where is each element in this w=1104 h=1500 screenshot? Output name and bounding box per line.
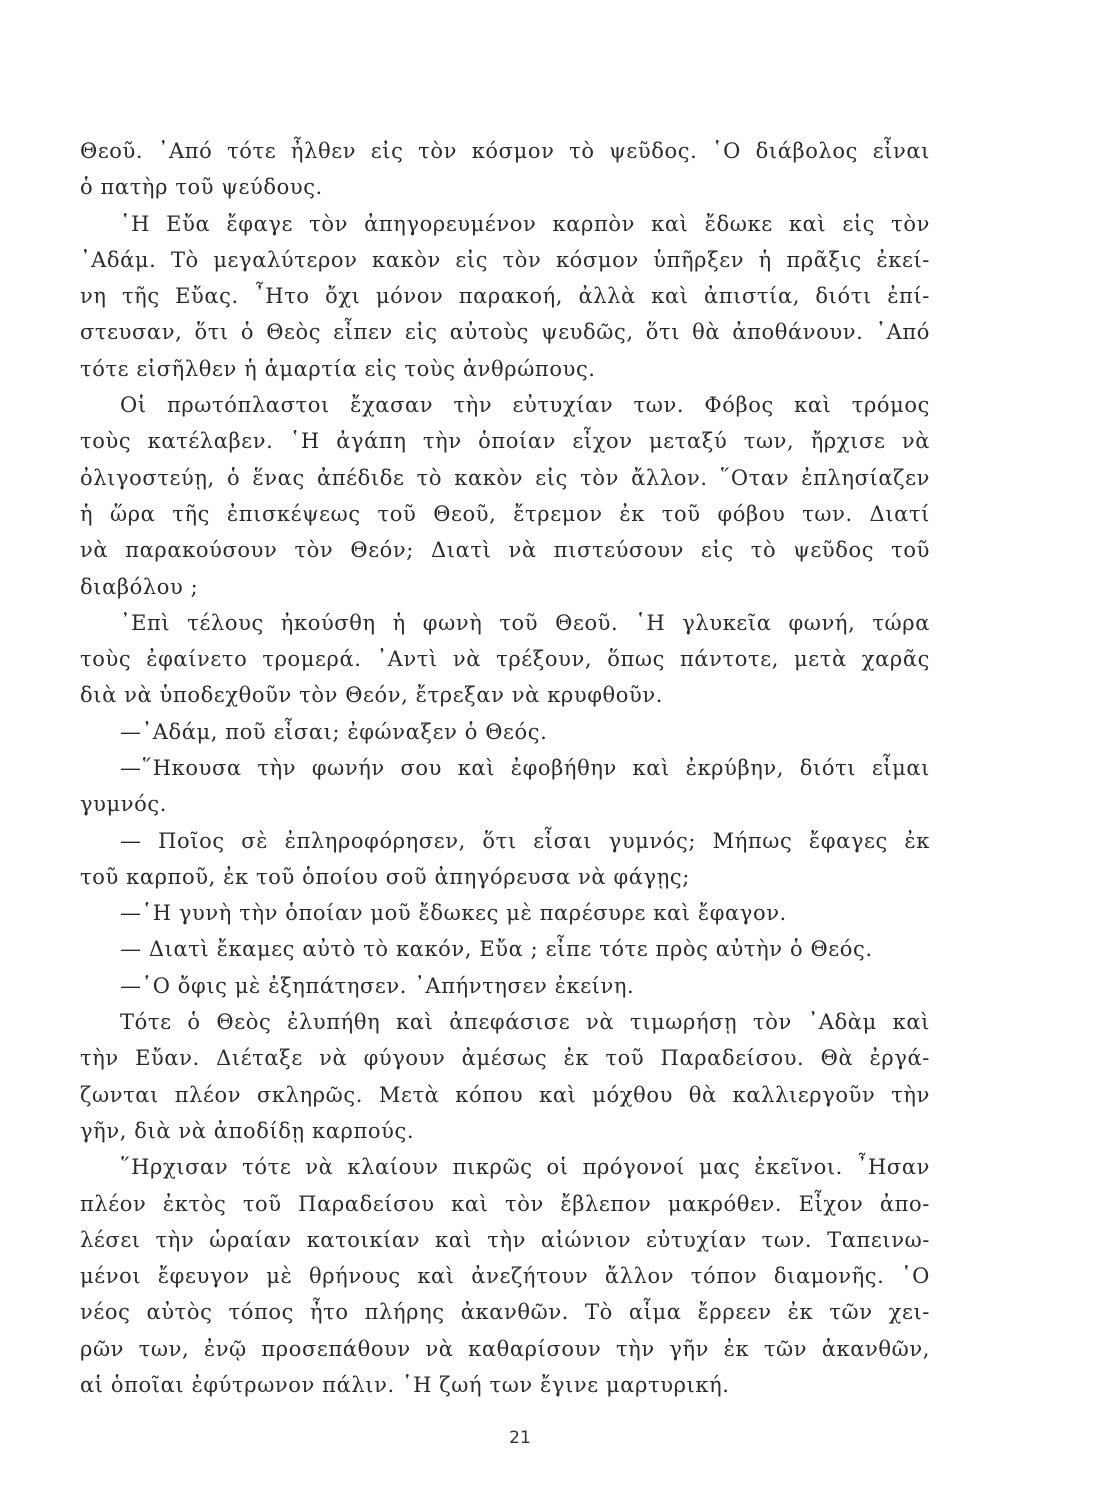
text-line: Θεοῦ. ᾿Από τότε ἦλθεν εἰς τὸν κόσμον τὸ ψεῦδος. ῾Ο διάβολος εἶναι <box>80 139 930 163</box>
text-line: τοὺς ἐφαίνετο τρομερά. ᾿Αντὶ νὰ τρέξουν, ὅπως πάντοτε, μετὰ χαρᾶς <box>80 647 930 671</box>
text-line: διαβόλου ; <box>80 575 199 599</box>
text-line: —῞Ηκουσα τὴν φωνήν σου καὶ ἐφοβήθην καὶ ἐκρύβην, διότι εἶμαι <box>120 756 930 780</box>
text-line: νὰ παρακούσουν τὸν Θεόν; Διατὶ νὰ πιστεύσουν εἰς τὸ ψεῦδος τοῦ <box>80 538 930 562</box>
text-line: ὁ πατὴρ τοῦ ψεύδους. <box>80 175 323 199</box>
text-line: ῾Η Εὔα ἔφαγε τὸν ἀπηγορευμένον καρπὸν καὶ ἔδωκε καὶ εἰς τὸν <box>120 212 930 236</box>
text-line: τὴν Εὔαν. Διέταξε νὰ φύγουν ἀμέσως ἐκ τοῦ Παραδείσου. Θὰ ἐργά- <box>80 1046 930 1070</box>
page-number: 21 <box>509 1428 531 1448</box>
text-line: γῆν, διὰ νὰ ἀποδίδῃ καρπούς. <box>80 1119 415 1143</box>
text-line: ἡ ὥρα τῆς ἐπισκέψεως τοῦ Θεοῦ, ἔτρεμον ἐκ τοῦ φόβου των. Διατί <box>80 502 930 526</box>
text-line: τότε εἰσῆλθεν ἡ ἁμαρτία εἰς τοὺς ἀνθρώπους. <box>80 357 596 381</box>
text-line: αἱ ὁποῖαι ἐφύτρωνον πάλιν. ῾Η ζωή των ἔγινε μαρτυρική. <box>80 1373 730 1397</box>
text-line: γυμνός. <box>80 792 168 816</box>
text-line: πλέον ἐκτὸς τοῦ Παραδείσου καὶ τὸν ἔβλεπον μακρόθεν. Εἶχον ἀπο- <box>80 1192 930 1216</box>
text-line: τοὺς κατέλαβεν. ῾Η ἀγάπη τὴν ὁποίαν εἶχον μεταξύ των, ἤρχισε νὰ <box>80 429 930 453</box>
text-line: ῞Ηρχισαν τότε νὰ κλαίουν πικρῶς οἱ πρόγονοί μας ἐκεῖνοι. ῏Ησαν <box>120 1155 930 1179</box>
text-line: —῾Η γυνὴ τὴν ὁποίαν μοῦ ἔδωκες μὲ παρέσυρε καὶ ἔφαγον. <box>120 901 787 925</box>
text-line: ὀλιγοστεύῃ, ὁ ἕνας ἀπέδιδε τὸ κακὸν εἰς τὸν ἄλλον. ῞Οταν ἐπλησίαζεν <box>80 466 930 490</box>
text-line: Τότε ὁ Θεὸς ἐλυπήθη καὶ ἀπεφάσισε νὰ τιμωρήσῃ τὸν ᾿Αδὰμ καὶ <box>120 1010 930 1034</box>
text-line: Οἱ πρωτόπλαστοι ἔχασαν τὴν εὐτυχίαν των. Φόβος καὶ τρόμος <box>120 393 930 417</box>
text-line: ᾿Αδάμ. Τὸ μεγαλύτερον κακὸν εἰς τὸν κόσμον ὑπῆρξεν ἡ πρᾶξις ἐκεί- <box>80 248 930 272</box>
text-line: νη τῆς Εὔας. ῏Ητο ὄχι μόνον παρακοή, ἀλλὰ καὶ ἀπιστία, διότι ἐπί- <box>80 284 930 308</box>
text-line: — Ποῖος σὲ ἐπληροφόρησεν, ὅτι εἶσαι γυμνός; Μήπως ἔφαγες ἐκ <box>120 829 930 853</box>
text-line: ρῶν των, ἐνῷ προσεπάθουν νὰ καθαρίσουν τὴν γῆν ἐκ τῶν ἀκανθῶν, <box>80 1337 930 1361</box>
text-line: — Διατὶ ἔκαμες αὐτὸ τὸ κακόν, Εὔα ; εἶπε τότε πρὸς αὐτὴν ὁ Θεός. <box>120 937 873 961</box>
text-line: νέος αὐτὸς τόπος ἦτο πλήρης ἀκανθῶν. Τὸ αἷμα ἔρρεεν ἐκ τῶν χει- <box>80 1300 930 1324</box>
text-line: ζωνται πλέον σκληρῶς. Μετὰ κόπου καὶ μόχθου θὰ καλλιεργοῦν τὴν <box>80 1083 930 1107</box>
text-line: διὰ νὰ ὑποδεχθοῦν τὸν Θεόν, ἔτρεξαν νὰ κρυφθοῦν. <box>80 683 664 707</box>
text-line: —᾿Αδάμ, ποῦ εἶσαι; ἐφώναξεν ὁ Θεός. <box>120 720 548 744</box>
text-line: μένοι ἔφευγον μὲ θρήνους καὶ ἀνεζήτουν ἄλλον τόπον διαμονῆς. ῾Ο <box>80 1264 930 1288</box>
text-line: λέσει τὴν ὡραίαν κατοικίαν καὶ τὴν αἰώνιον εὐτυχίαν των. Ταπεινω- <box>80 1228 930 1252</box>
text-line: —῾Ο ὄφις μὲ ἐξηπάτησεν. ᾿Απήντησεν ἐκείνη. <box>120 974 635 998</box>
text-line: ᾿Επὶ τέλους ἠκούσθη ἡ φωνὴ τοῦ Θεοῦ. ῾Η γλυκεῖα φωνή, τώρα <box>120 611 930 635</box>
text-line: τοῦ καρποῦ, ἐκ τοῦ ὁποίου σοῦ ἀπηγόρευσα νὰ φάγῃς; <box>80 865 690 889</box>
text-line: στευσαν, ὅτι ὁ Θεὸς εἶπεν εἰς αὐτοὺς ψευδῶς, ὅτι θὰ ἀποθάνουν. ᾿Από <box>80 320 930 344</box>
